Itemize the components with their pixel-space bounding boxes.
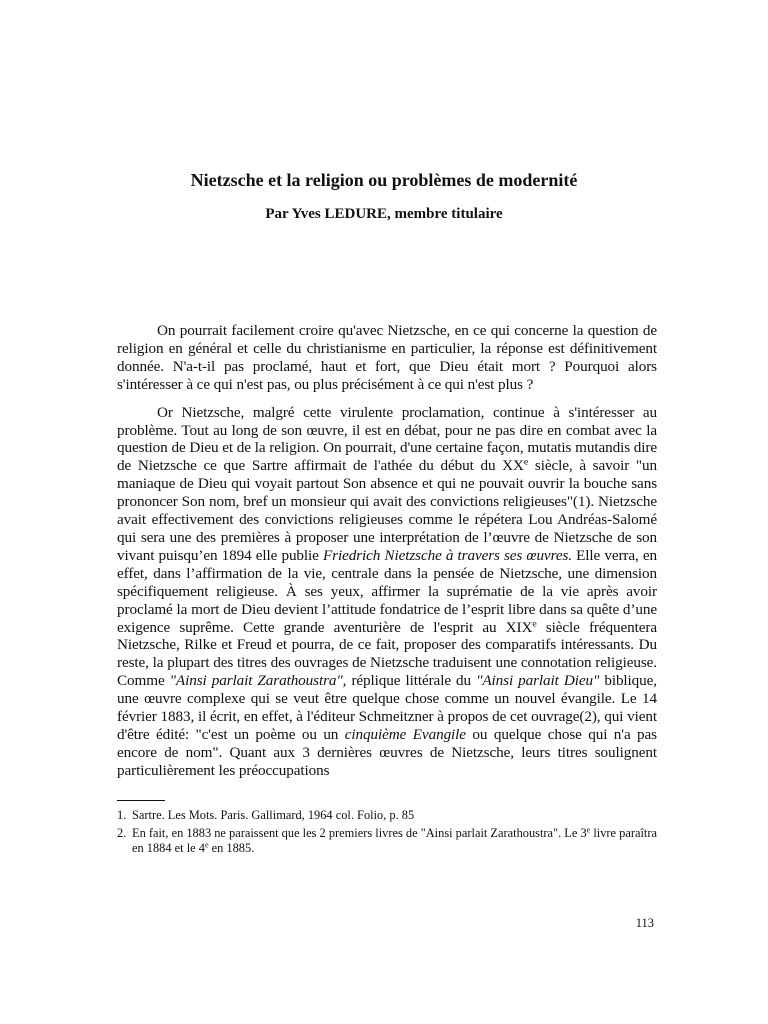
superscript: e [532,618,537,630]
footnote-number: 1. [117,808,127,822]
footnotes [117,808,657,859]
paragraph-1: On pourrait facilement croire qu'avec Nietzsche, en ce qui concerne la question de religion en général et celle du christianisme en particulier, la réponse est définitivement donnée. N'a-t-il pas proclamé, haut et fort, que Dieu était mort ? Pourquoi alors s'intéresser à ce qui n'est pas, ou plus précisément à ce qui n'est plus ? [117,322,657,393]
paragraph-2-text-e: réplique littérale du [346,672,477,690]
footnote-1 [117,808,657,823]
superscript: e [523,456,529,468]
footnote-divider [117,800,165,801]
article-author: Par Yves LEDURE, membre titulaire [265,206,503,222]
book-title-italic: Friedrich Nietzsche à travers ses œuvres. [322,546,572,564]
paragraph-2-text-d: siècle fréquentera Nietzsche, Rilke et Freud et pourra, de ce fait, proposer des comparatifs intéressants. Du reste, la plupart des titres des ouvrages de Nietzsche traduisent une connotation religieuse. Comme [117,618,657,690]
footnote-2 [117,826,657,856]
article-title: Nietzsche et la religion ou problèmes de modernité [190,170,578,190]
paragraph-2 [117,404,657,780]
paragraph-2-text-c: Elle verra, en effet, dans l’affirmation de la vie, centrale dans la pensée de Nietzsche, une dimension spécifiquement religieuse. À ses yeux, affirmer la suprématie de la vie après avoir proclamé la mort de Dieu devient l’attitude fondatrice de l’esprit libre dans sa quête d’une exigence suprême. Cette grande aventurière de l'esprit au XIX [117,546,657,636]
footnote-text: Sartre. Les Mots. Paris. Gallimard, 1964 col. Folio, p. 85 [132,808,415,822]
footnote-text-b: livre paraîtra en 1884 et le 4 [132,826,657,855]
quote-italic: "Ainsi parlait Dieu" [476,672,600,690]
article-body [117,322,657,780]
footnote-number: 2. [117,826,127,840]
paragraph-2-text-a: Or Nietzsche, malgré cette virulente proclamation, continue à s'intéresser au problème. Tout au long de son œuvre, il est en débat, pour ne pas dire en combat avec la question de Dieu et de la religion. On pourrait, d'une certaine façon, mutatis mutandis dire de Nietzsche ce que Sartre affirmait de l'athée du début du XX [117,403,657,475]
superscript: e [204,840,209,850]
superscript: e [586,825,591,835]
page-number: 113 [635,916,654,930]
book-title-italic: "Ainsi parlait Zarathoustra", [169,672,347,690]
paragraph-2-text-g: ou quelque chose qui n'a pas encore de nom". Quant aux 3 dernières œuvres de Nietzsche, leurs titres soulignent particulièrement les préoccupations [117,725,657,779]
paragraph-2-text-b: siècle, à savoir "un maniaque de Dieu qui voyait partout Son absence et qui ne pouvait ouvrir la bouche sans prononcer Son nom, bref un monsieur qui avait des convictions religieuses"(1). Nietzsche avait effectivement des convictions religieuses comme le répétera Lou Andréas-Salomé qui sera une des premières à proposer une interprétation de l’œuvre de Nietzsche de son vivant puisqu’en 1894 elle publie [117,457,658,564]
footnote-text-c: en 1885. [208,841,255,855]
quote-italic: cinquième Evangile [344,725,466,743]
paragraph-2-text-f: biblique, une œuvre complexe qui se veut être quelque chose comme un nouvel évangile. Le 14 février 1883, il écrit, en effet, à l'éditeur Schmeitzner à propos de cet ouvrage(2), qui vient d'être édité: "c'est un poème ou un [117,672,657,743]
footnote-text-a: En fait, en 1883 ne paraissent que les 2 premiers livres de "Ainsi parlait Zarathoustra". Le 3 [132,826,587,840]
